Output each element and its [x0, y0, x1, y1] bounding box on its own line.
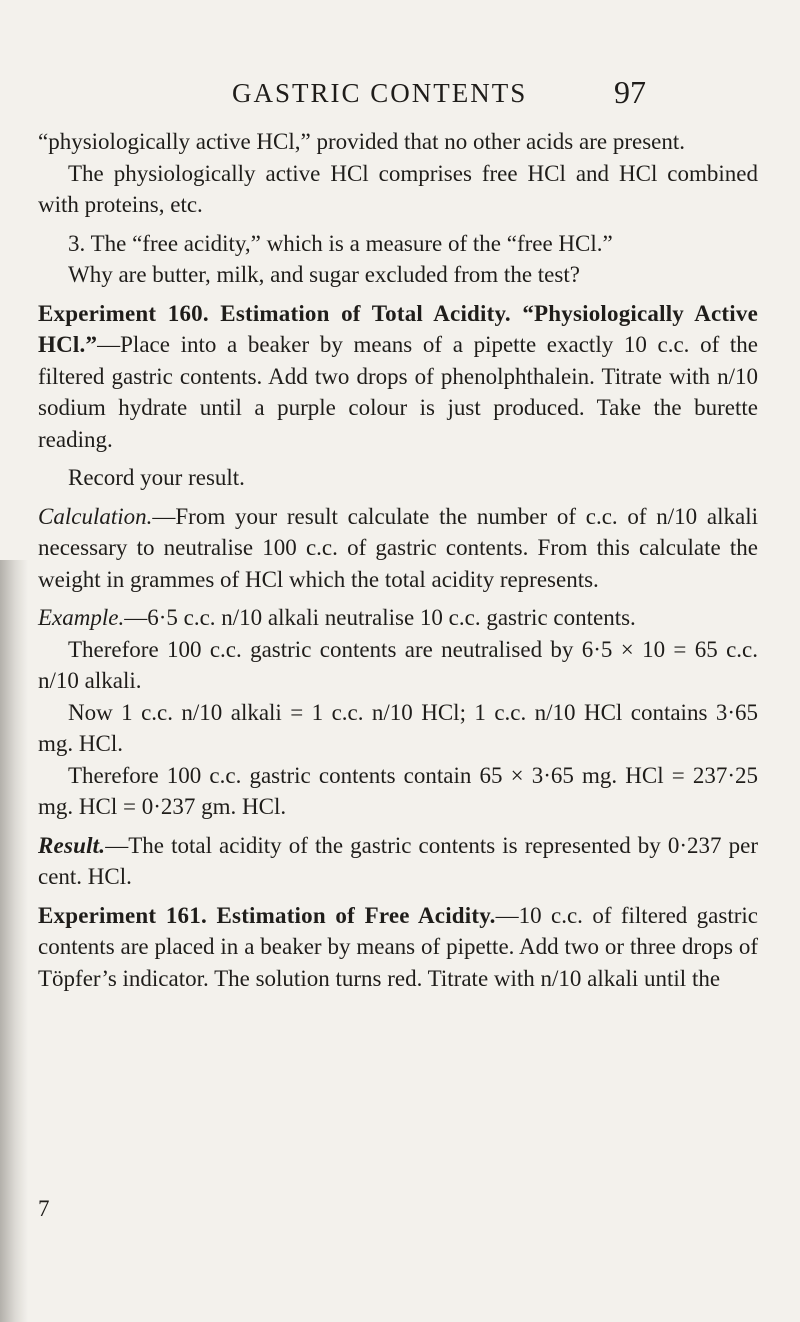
- calculation-paragraph: [38, 501, 758, 596]
- experiment-161-text: —10 c.c. of filtered gastric contents are placed in a beaker by means of pipette. Add two or three drops of Töpfer’s indicator. The solution turns red. Titrate with n/10 alkali until the: [38, 902, 758, 991]
- experiment-161-paragraph: [38, 900, 758, 995]
- running-head: GASTRIC CONTENTS: [232, 78, 528, 108]
- experiment-160-paragraph: [38, 298, 758, 456]
- paragraph: The physiologically active HCl comprises free HCl and HCl combined with proteins, etc.: [38, 160, 758, 217]
- calculation-text: —From your result calculate the number of c.c. of n/10 alkali necessary to neutralise 100 c.c. of gastric contents. From this calculate the weight in grammes of HCl which the total acidity represents.: [38, 503, 758, 592]
- paragraph: Therefore 100 c.c. gastric contents contain 65 × 3·65 mg. HCl = 237·25 mg. HCl = 0·237 gm. HCl.: [38, 762, 758, 819]
- paragraph: “physiologically active HCl,” provided that no other acids are present.: [38, 129, 685, 154]
- result-text: —The total acidity of the gastric contents is represented by 0·237 per cent. HCl.: [38, 832, 758, 889]
- paragraph: Why are butter, milk, and sugar excluded from the test?: [68, 262, 580, 287]
- experiment-160-text: —Place into a beaker by means of a pipette exactly 10 c.c. of the filtered gastric contents. Add two drops of phenolphthalein. Titrate with n/10 sodium hydrate until a purple colour is just produced. Take the burette reading.: [38, 332, 758, 452]
- example-label: Example.: [38, 605, 125, 630]
- page-body: [38, 126, 758, 994]
- calculation-label: Calculation.: [38, 503, 153, 529]
- example-text: —6·5 c.c. n/10 alkali neutralise 10 c.c. gastric contents.: [124, 605, 636, 630]
- experiment-160-heading: Experiment 160. Estimation of Total Acidity. “Physiologically Active HCl.”: [38, 300, 758, 357]
- paragraph: Therefore 100 c.c. gastric contents are neutralised by 6·5 × 10 = 65 c.c. n/10 alkali.: [38, 636, 758, 693]
- paragraph: Record your result.: [68, 465, 245, 490]
- page-number: 97: [614, 74, 646, 110]
- result-label: Result.: [38, 832, 106, 858]
- example-paragraph: [38, 602, 758, 634]
- paragraph: 3. The “free acidity,” which is a measure of the “free HCl.”: [68, 230, 613, 256]
- page-header: [0, 74, 800, 118]
- experiment-161-heading: Experiment 161. Estimation of Free Acidity.: [38, 902, 496, 928]
- signature-mark: 7: [38, 1196, 50, 1221]
- paragraph: Now 1 c.c. n/10 alkali = 1 c.c. n/10 HCl; 1 c.c. n/10 HCl contains 3·65 mg. HCl.: [38, 699, 758, 756]
- result-paragraph: [38, 830, 758, 893]
- binding-shadow: [0, 560, 28, 1322]
